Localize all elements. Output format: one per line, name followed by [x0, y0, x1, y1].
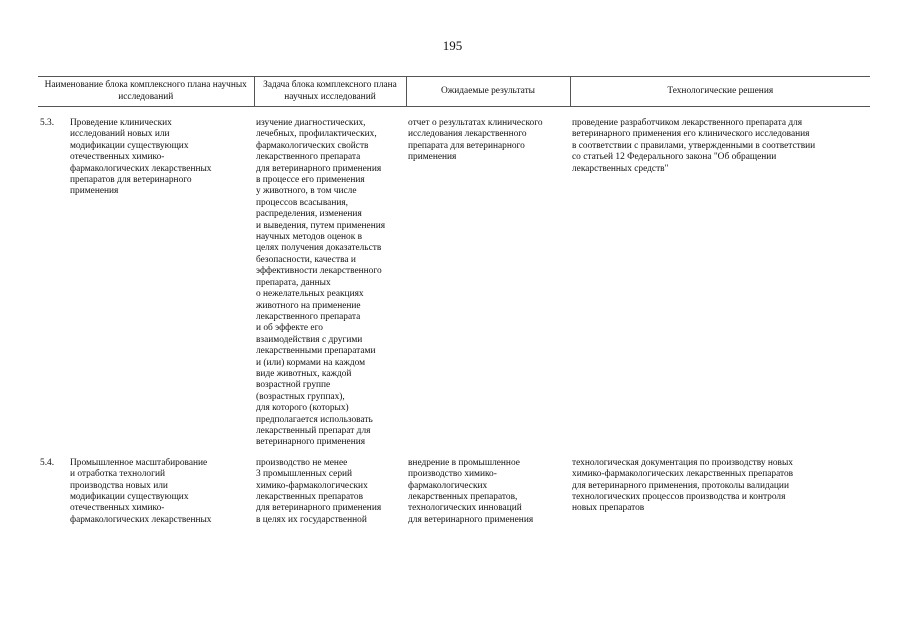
header-block-task: Задача блока комплексного плана научных исследований: [254, 77, 406, 107]
row-number: 5.4.: [40, 457, 55, 468]
block-task: изучение диагностических, лечебных, профилактических, фармакологических свойств лекарственного препарата для ветеринарного применения в процессе его применения у животного, в том числе процессов всасывания, распределения, изменения и выведения, путем применения научных методов оценок в целях получения доказательств безопасности, качества и эффективности лекарственного препарата, данных о нежелательных реакциях животного на применение лекарственного препарата и об эффекте его взаимодействия с другими лекарственными препаратами и (или) кормами на каждом виде животных, каждой возрастной группе (возрастных группах), для которого (которых) предполагается использовать лекарственный препарат для ветеринарного применения: [256, 118, 386, 448]
table-header: [38, 77, 870, 107]
table-row: [38, 107, 870, 449]
tech-solution: проведение разработчиком лекарственного препарата для ветеринарного применения его клинического исследования в соответствии с правилами, утвержденными в соответствии со статьей 12 Федерального закона "Об обращении лекарственных средств": [572, 118, 816, 174]
block-task: производство не менее 3 промышленных серий химико-фармакологических лекарственных препаратов для ветеринарного применения в целях их государственной: [256, 457, 382, 525]
block-name: Проведение клинических исследований новых или модификации существующих отечественных химико- фармакологических лекарственных препаратов для ветеринарного применения: [70, 118, 212, 197]
block-cell: [38, 107, 254, 449]
page-number: 195: [442, 38, 463, 53]
header-expected-results: Ожидаемые результаты: [406, 77, 570, 107]
research-plan-table: [38, 76, 870, 526]
header-tech-solutions: Технологические решения: [570, 77, 870, 107]
table-row: [38, 449, 870, 526]
block-name: Промышленное масштабирование и отработка технологий производства новых или модификации существующих отечественных химико- фармакологических лекарственных: [70, 457, 212, 525]
expected-result: отчет о результатах клинического исследования лекарственного препарата для ветеринарного применения: [408, 118, 543, 163]
row-number: 5.3.: [40, 118, 55, 128]
tech-solution: технологическая документация по производству новых химико-фармакологических лекарственных препаратов для ветеринарного применения, протоколы валидации технологических процессов производства и контроля новых препаратов: [572, 457, 794, 514]
expected-result: внедрение в промышленное производство химико- фармакологических лекарственных препаратов, технологических инноваций для ветеринарного применения: [408, 457, 534, 525]
header-block-name: Наименование блока комплексного плана научных исследований: [38, 77, 254, 107]
block-cell: [38, 449, 254, 526]
